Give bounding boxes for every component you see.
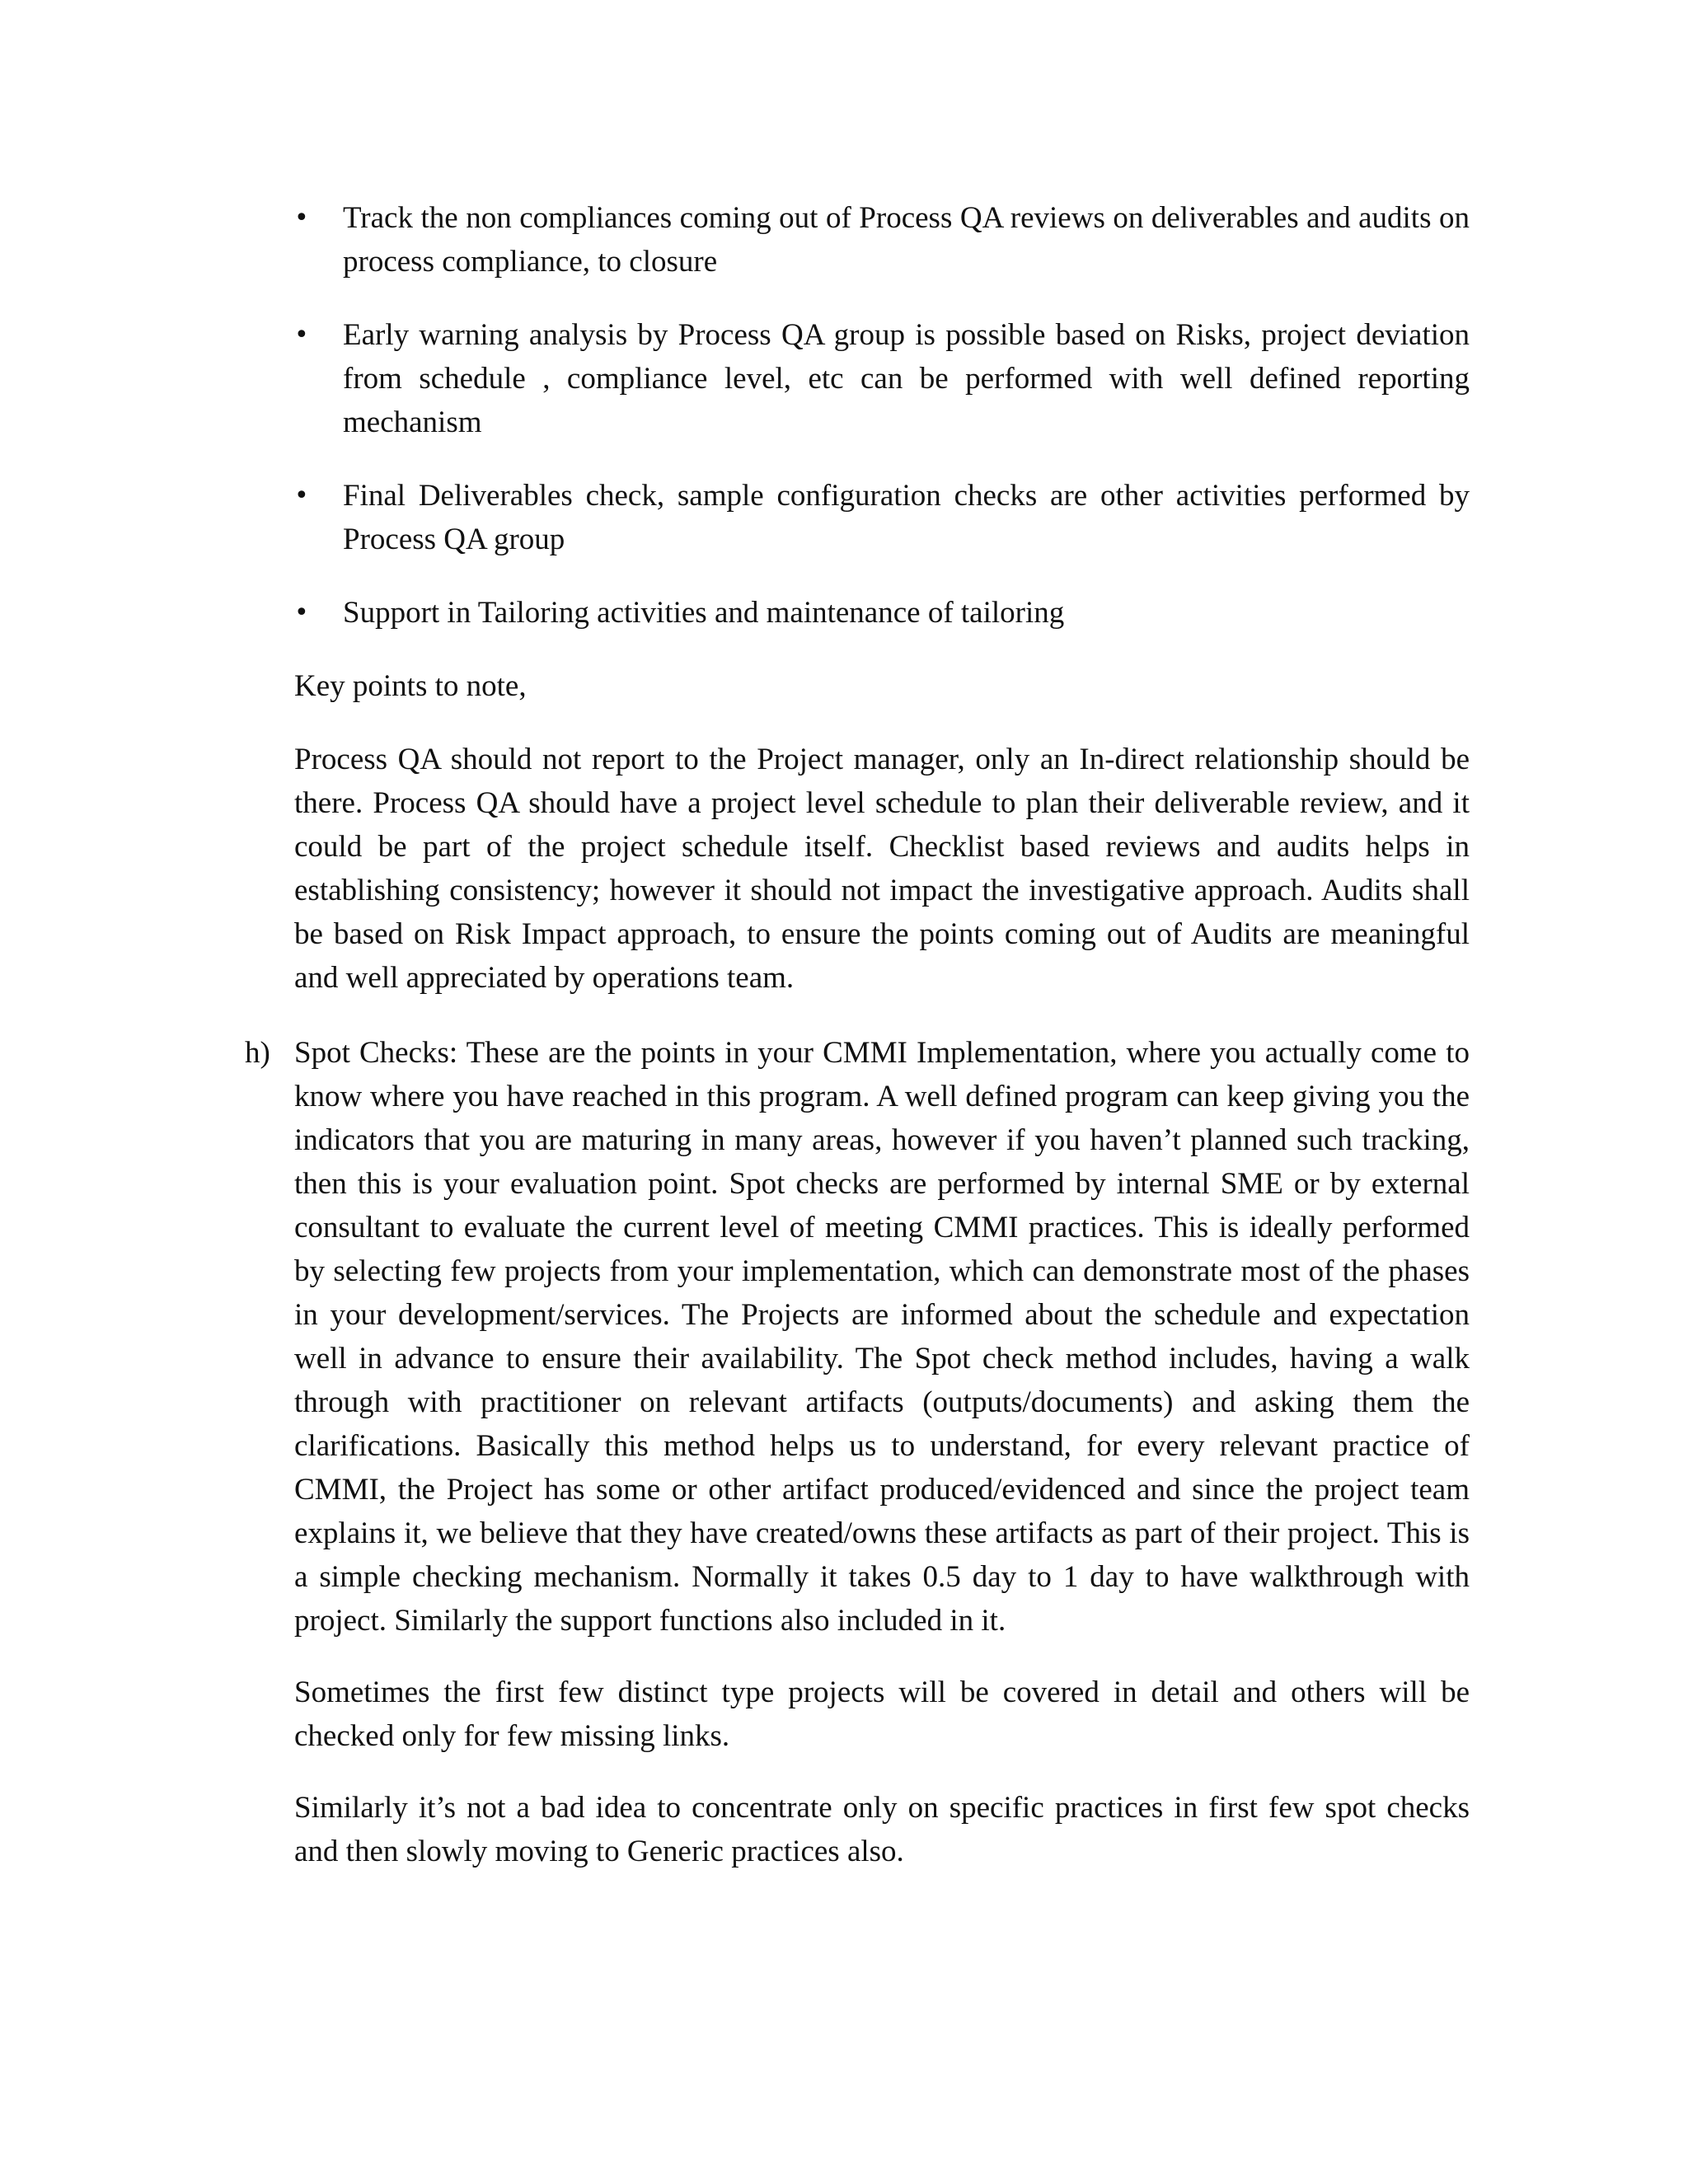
page-content (245, 196, 1470, 1873)
bullet-icon: • (294, 481, 309, 510)
qa-activities-list (294, 196, 1470, 635)
bullet-icon: • (294, 204, 309, 232)
list-item (294, 591, 1470, 635)
item-marker: h) (245, 1036, 270, 1070)
closing-paragraph-2: Similarly it’s not a bad idea to concentrate only on specific practices in first few spot checks and then slowly moving to Generic practices also. (294, 1791, 1470, 1868)
spot-checks-item (245, 1031, 1470, 1643)
bullet-text: Final Deliverables check, sample configuration checks are other activities performed by Process QA group (343, 479, 1470, 556)
bullet-icon: • (294, 598, 309, 627)
bullet-text: Support in Tailoring activities and maintenance of tailoring (343, 596, 1065, 630)
key-points-paragraph: Process QA should not report to the Project manager, only an In-direct relationship should be there. Process QA should have a project level schedule to plan their deliverable review, and it could be part of the project schedule itself. Checklist based reviews and audits helps in establishing consistency; however it should not impact the investigative approach. Audits shall be based on Risk Impact approach, to ensure the points coming out of Audits are meaningful and well appreciated by operations team. (294, 743, 1470, 995)
closing-paragraph-1: Sometimes the first few distinct type projects will be covered in detail and others will be checked only for few missing links. (294, 1675, 1470, 1753)
key-points-heading: Key points to note, (294, 669, 527, 703)
bullet-icon: • (294, 321, 309, 349)
bullet-text: Track the non compliances coming out of Process QA reviews on deliverables and audits on process compliance, to closure (343, 201, 1470, 279)
list-item (294, 474, 1470, 561)
list-item (294, 196, 1470, 284)
spot-checks-paragraph: Spot Checks: These are the points in your CMMI Implementation, where you actually come to know where you have reached in this program. A well defined program can keep giving you the indicators that you are maturing in many areas, however if you haven’t planned such tracking, then this is your evaluation point. Spot checks are performed by internal SME or by external consultant to evaluate the current level of meeting CMMI practices. This is ideally performed by selecting few projects from your implementation, which can demonstrate most of the phases in your development/services. The Projects are informed about the schedule and expectation well in advance to ensure their availability. The Spot check method includes, having a walk through with practitioner on relevant artifacts (outputs/documents) and asking them the clarifications. Basically this method helps us to understand, for every relevant practice of CMMI, the Project has some or other artifact produced/evidenced and since the project team explains it, we believe that they have created/owns these artifacts as part of their project. This is a simple checking mechanism. Normally it takes 0.5 day to 1 day to have walkthrough with project. Similarly the support functions also included in it. (294, 1036, 1470, 1638)
list-item (294, 313, 1470, 444)
bullet-text: Early warning analysis by Process QA group is possible based on Risks, project deviation from schedule , compliance level, etc can be performed with well defined reporting mechanism (343, 318, 1470, 439)
